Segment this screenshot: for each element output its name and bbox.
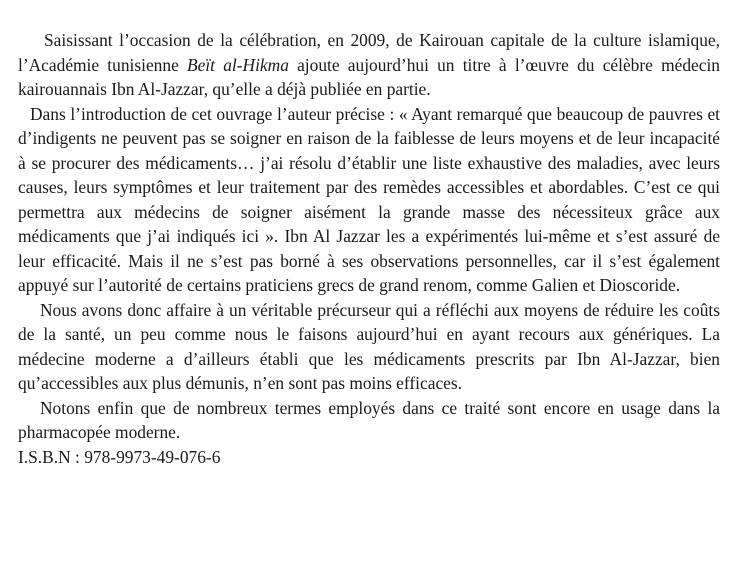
paragraph-terms: Notons enfin que de nombreux termes employés dans ce traité sont encore en usage dans la pharmacopée moderne. [18,397,720,442]
paragraph-precursor: Nous avons donc affaire à un véritable précurseur qui a réfléchi aux moyens de réduire les coûts de la santé, un peu comme nous le faisons aujourd’hui en ayant recours aux génériques. La médecine moderne a d’ailleurs établi que les médicaments prescrits par Ibn Al-Jazzar, bien qu’accessibles aux plus démunis, n’en sont pas moins efficaces. [18,299,720,393]
isbn-line: I.S.B.N : 978-9973-49-076-6 [18,446,221,467]
paragraph-intro-after: ajoute aujourd’hui un titre à l’œuvre du célèbre médecin kairouannais Ibn Al-Jazzar, qu’elle a déjà publiée en partie. [18,54,720,99]
paragraph-intro-before: Saisissant l’occasion de la célébration, en 2009, de Kairouan capitale de la culture islamique, l’Académie tunisienne [18,30,720,75]
academy-name: Beït al-Hikma [187,54,289,75]
paragraph-intro [18,28,720,102]
paragraph-quote: Dans l’introduction de cet ouvrage l’auteur précise : « Ayant remarqué que beaucoup de pauvres et d’indigents ne peuvent pas se soigner en raison de la faiblesse de leurs moyens et de leur incapacité à se procurer des médicaments… j’ai résolu d’établir une liste exhaustive des maladies, avec leurs causes, leurs symptômes et leur traitement par des remèdes accessibles et abordables. C’est ce qui permettra aux médecins de soigner aisément la grande masse des nécessiteux grâce aux médicaments que j’ai indiqués ici ». Ibn Al Jazzar les a expérimentés lui-même et s’est assuré de leur efficacité. Mais il ne s’est pas borné à ses observations personnelles, car il s’est également appuyé sur l’autorité de certains praticiens grecs de grand renom, comme Galien et Dioscoride. [18,103,720,295]
